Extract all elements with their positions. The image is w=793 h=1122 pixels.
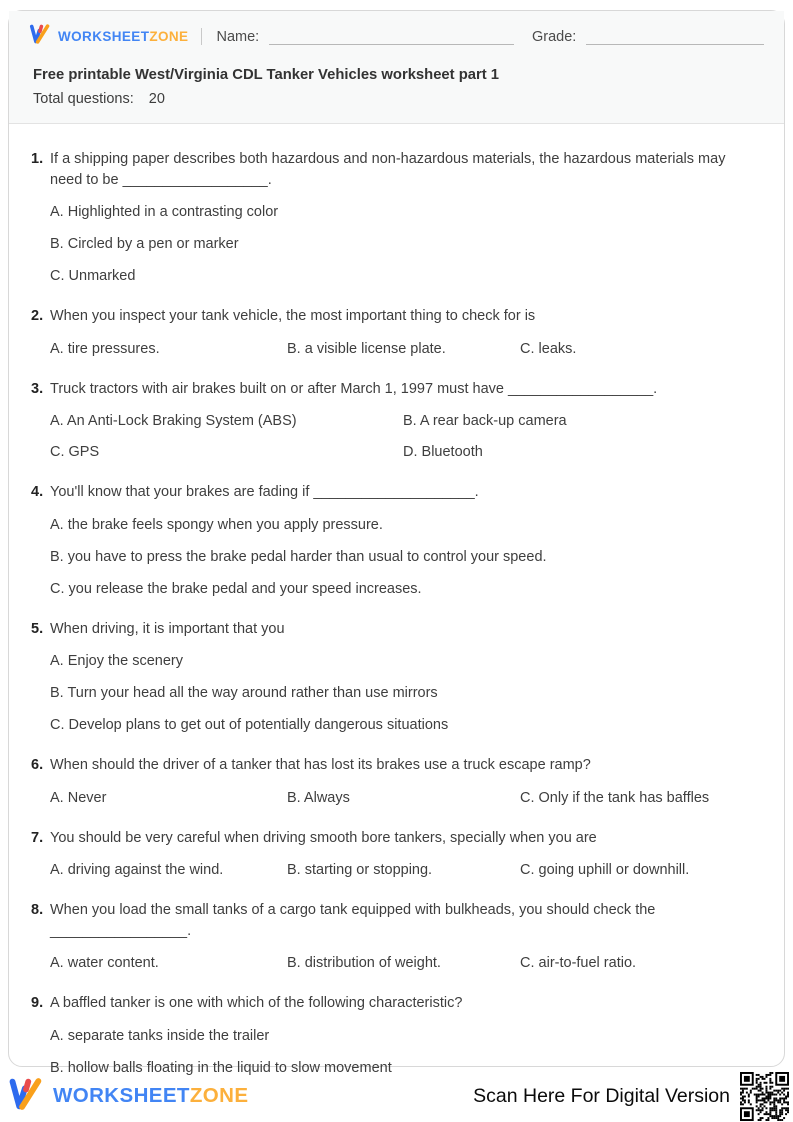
total-questions-value: 20 xyxy=(148,91,165,107)
option-b: B. a visible license plate. xyxy=(287,340,446,357)
question-body xyxy=(50,482,758,599)
question-number: 2. xyxy=(31,308,44,324)
option-c: C. Unmarked xyxy=(50,268,136,284)
grade-write-line[interactable] xyxy=(586,27,764,45)
header-brand-row xyxy=(29,23,764,49)
question-text: When you inspect your tank vehicle, the most important thing to check for is xyxy=(50,308,536,324)
name-field xyxy=(216,27,514,45)
questions-list xyxy=(9,124,784,1078)
question-8 xyxy=(31,900,758,973)
question-number: 1. xyxy=(31,151,44,167)
question-4 xyxy=(31,482,758,599)
brand-word-zone: ZONE xyxy=(149,28,189,44)
footer-brand-logo xyxy=(8,1076,248,1117)
question-number: 7. xyxy=(31,829,44,846)
options-list xyxy=(50,411,758,462)
question-text: When driving, it is important that you xyxy=(50,620,285,637)
question-body xyxy=(50,306,758,359)
brand-wordmark xyxy=(53,1084,248,1108)
qr-code xyxy=(740,1072,789,1121)
option-a: A. An Anti-Lock Braking System (ABS) xyxy=(50,413,297,429)
option-c: C. going uphill or downhill. xyxy=(520,862,690,878)
option-b: B. distribution of weight. xyxy=(287,955,441,971)
question-body xyxy=(50,828,758,881)
options-list xyxy=(50,953,758,973)
question-number: 6. xyxy=(31,757,44,773)
brand-logo xyxy=(29,23,188,50)
options-list xyxy=(50,1026,758,1078)
grade-label: Grade: xyxy=(532,29,577,45)
question-7 xyxy=(31,828,758,881)
question-body xyxy=(50,379,758,463)
question-body xyxy=(50,755,758,808)
brand-wordmark xyxy=(58,29,188,44)
question-body xyxy=(50,619,758,736)
option-c: C. Develop plans to get out of potentially dangerous situations xyxy=(50,717,449,733)
option-b: B. Always xyxy=(287,789,350,806)
option-c: C. air-to-fuel ratio. xyxy=(520,955,637,971)
total-questions-row xyxy=(33,91,764,107)
question-body xyxy=(50,993,758,1078)
grade-field xyxy=(532,27,764,45)
option-b: B. hollow balls floating in the liquid to slow movement xyxy=(50,1059,392,1076)
worksheet-card xyxy=(8,10,785,1076)
question-text: You should be very careful when driving smooth bore tankers, specially when you are xyxy=(50,829,597,846)
options-list xyxy=(50,339,758,359)
question-number: 3. xyxy=(31,380,44,397)
question-text: When you load the small tanks of a cargo tank equipped with bulkheads, you should check the _________________. xyxy=(50,902,656,939)
option-a: A. driving against the wind. xyxy=(50,862,224,878)
option-b: B. A rear back-up camera xyxy=(403,413,567,429)
option-b: B. Circled by a pen or marker xyxy=(50,236,239,252)
question-text: Truck tractors with air brakes built on or after March 1, 1997 must have __________________. xyxy=(50,380,658,397)
page-footer xyxy=(8,1072,789,1120)
worksheetzone-logo-icon xyxy=(8,1076,44,1117)
option-b: B. you have to press the brake pedal harder than usual to control your speed. xyxy=(50,548,547,565)
question-text: When should the driver of a tanker that has lost its brakes use a truck escape ramp? xyxy=(50,757,591,773)
page-title: Free printable West/Virginia CDL Tanker Vehicles worksheet part 1 xyxy=(33,67,499,83)
option-d: D. Bluetooth xyxy=(403,444,483,460)
worksheetzone-logo-icon xyxy=(29,23,51,50)
option-b: B. starting or stopping. xyxy=(287,862,433,878)
options-list xyxy=(50,202,758,286)
question-6 xyxy=(31,755,758,808)
question-3 xyxy=(31,379,758,463)
option-a: A. separate tanks inside the trailer xyxy=(50,1027,270,1044)
options-list xyxy=(50,651,758,735)
options-list xyxy=(50,515,758,599)
option-c: C. GPS xyxy=(50,444,100,460)
option-a: A. tire pressures. xyxy=(50,340,160,357)
question-body xyxy=(50,149,758,286)
question-number: 9. xyxy=(31,995,44,1011)
option-a: A. Highlighted in a contrasting color xyxy=(50,204,279,220)
question-number: 5. xyxy=(31,620,44,637)
name-write-line[interactable] xyxy=(269,27,514,45)
option-c: C. you release the brake pedal and your speed increases. xyxy=(50,580,422,597)
question-9 xyxy=(31,993,758,1078)
card-header xyxy=(9,11,784,124)
option-c: C. leaks. xyxy=(520,340,577,357)
options-list xyxy=(50,860,758,880)
divider xyxy=(201,28,202,45)
option-a: A. Enjoy the scenery xyxy=(50,653,183,669)
question-text: You'll know that your brakes are fading if ____________________. xyxy=(50,484,479,500)
question-1 xyxy=(31,149,758,286)
question-number: 4. xyxy=(31,484,44,500)
question-text: If a shipping paper describes both hazardous and non-hazardous materials, the hazardous materials may need to be __________________. xyxy=(50,151,726,188)
name-label: Name: xyxy=(216,29,260,45)
option-a: A. water content. xyxy=(50,955,159,971)
option-a: A. the brake feels spongy when you apply pressure. xyxy=(50,516,383,533)
brand-word-zone: ZONE xyxy=(189,1084,249,1107)
question-body xyxy=(50,900,758,973)
scan-here-text: Scan Here For Digital Version xyxy=(473,1084,730,1107)
brand-word-worksheet: WORKSHEET xyxy=(53,1084,190,1107)
total-questions-label: Total questions: xyxy=(33,91,134,107)
question-text: A baffled tanker is one with which of the following characteristic? xyxy=(50,995,463,1011)
option-c: C. Only if the tank has baffles xyxy=(520,789,710,806)
question-5 xyxy=(31,619,758,736)
options-list xyxy=(50,788,758,808)
brand-word-worksheet: WORKSHEET xyxy=(58,28,150,44)
question-2 xyxy=(31,306,758,359)
option-b: B. Turn your head all the way around rather than use mirrors xyxy=(50,685,438,701)
question-number: 8. xyxy=(31,902,44,918)
option-a: A. Never xyxy=(50,789,107,806)
